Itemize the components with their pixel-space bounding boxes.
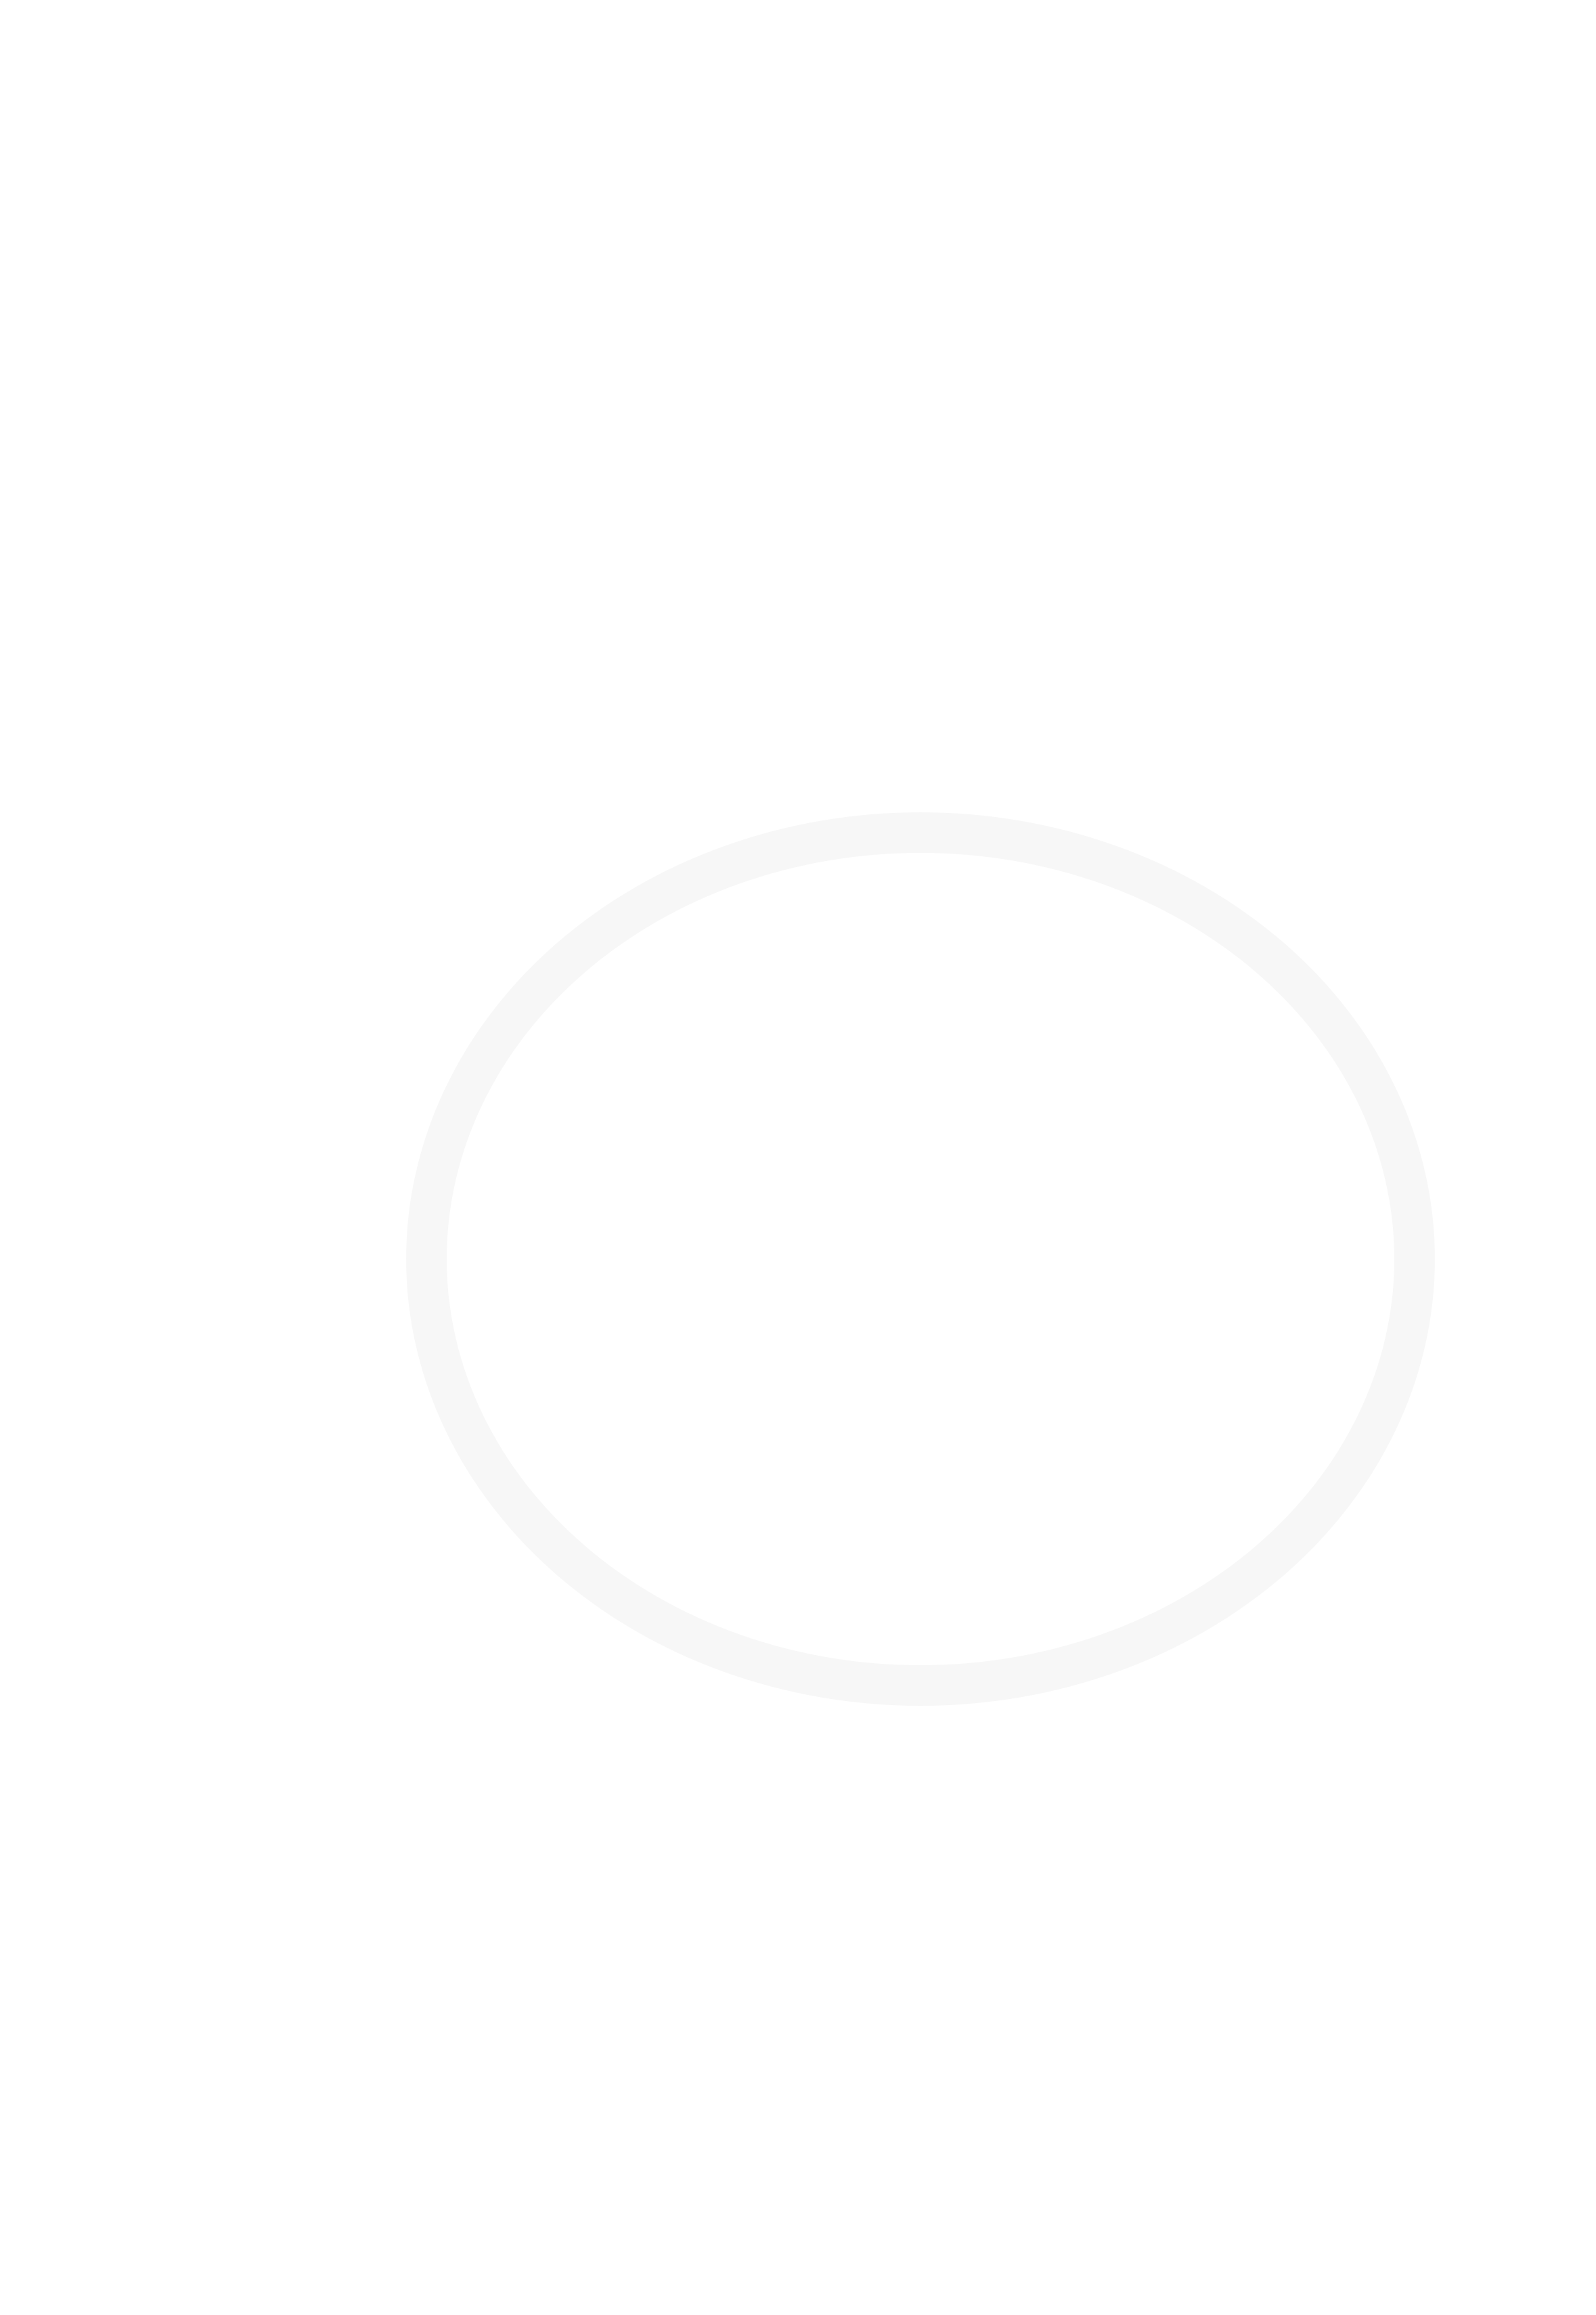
watermark-stamp [406,812,1435,1706]
